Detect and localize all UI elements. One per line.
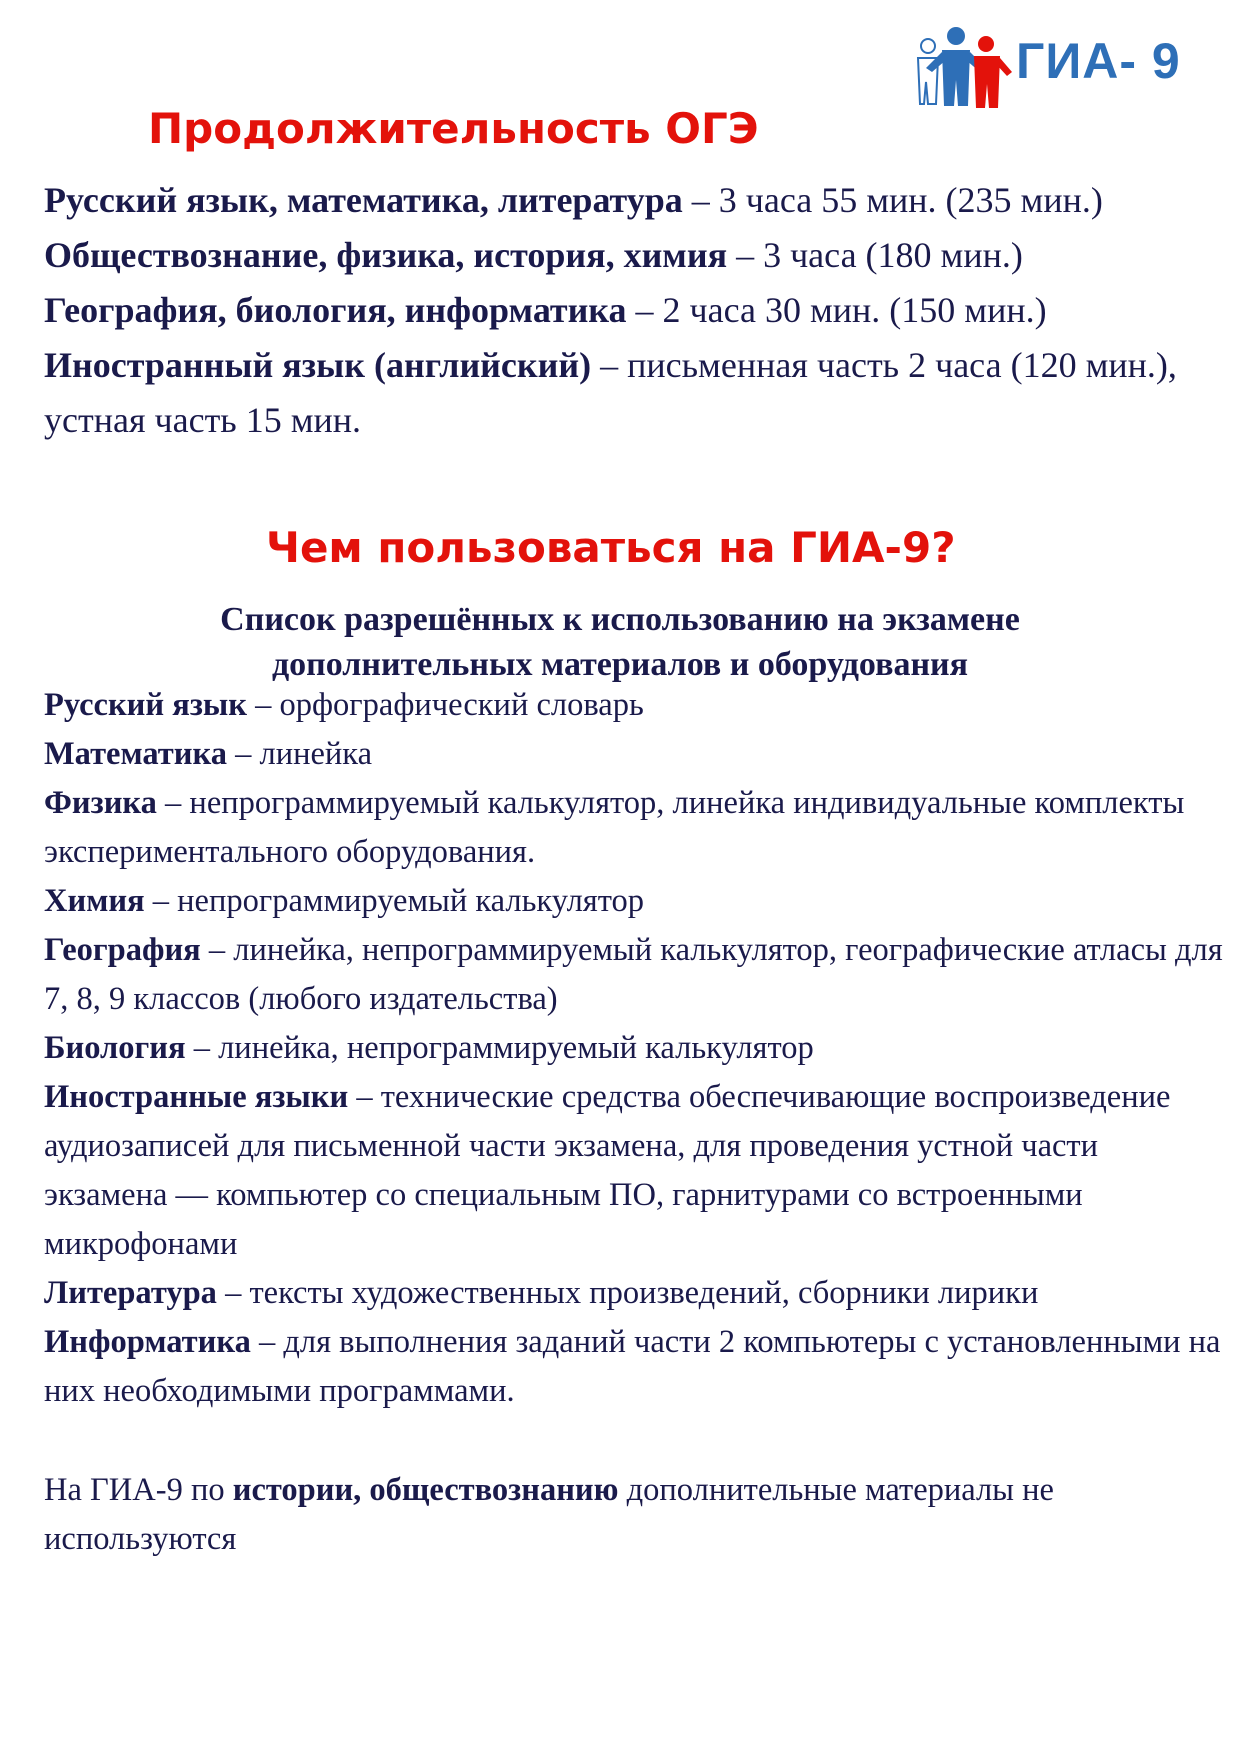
material-item bbox=[44, 1269, 1224, 1318]
material-text: – линейка bbox=[226, 736, 373, 772]
material-subject: Иностранные языки bbox=[44, 1079, 349, 1115]
materials-subtitle bbox=[120, 597, 1120, 687]
material-subject: Математика bbox=[44, 736, 227, 772]
heading-tools: Чем пользоваться на ГИА-9? bbox=[266, 523, 956, 572]
duration-text: – 3 часа (180 мин.) bbox=[727, 235, 1023, 275]
duration-item bbox=[44, 173, 1224, 228]
duration-text: – 2 часа 30 мин. (150 мин.) bbox=[626, 290, 1047, 330]
material-item bbox=[44, 730, 1224, 779]
materials-list bbox=[44, 681, 1224, 1416]
material-text: – для выполнения заданий части 2 компьютеры с установленными на них необходимыми программами. bbox=[44, 1324, 1221, 1409]
logo-text: ГИА- 9 bbox=[1016, 33, 1181, 89]
duration-item bbox=[44, 338, 1224, 448]
material-subject: Биология bbox=[44, 1030, 186, 1066]
gia9-logo bbox=[912, 22, 1192, 114]
duration-list bbox=[44, 173, 1224, 448]
subtitle-line-1: Список разрешённых к использованию на экзамене bbox=[220, 601, 1020, 638]
note-suffix: дополнительные материалы не используются bbox=[44, 1472, 1054, 1557]
note-bold: истории, обществознанию bbox=[232, 1472, 619, 1508]
material-text: – линейка, непрограммируемый калькулятор bbox=[185, 1030, 814, 1066]
duration-text: – 3 часа 55 мин. (235 мин.) bbox=[682, 180, 1103, 220]
material-item bbox=[44, 877, 1224, 926]
material-text: – орфографический словарь bbox=[247, 687, 644, 723]
material-text: – непрограммируемый калькулятор bbox=[144, 883, 645, 919]
duration-subject: Иностранный язык (английский) bbox=[44, 345, 592, 385]
note-prefix: На ГИА-9 по bbox=[44, 1472, 233, 1508]
material-item bbox=[44, 926, 1224, 1024]
material-subject: География bbox=[44, 932, 201, 968]
heading-duration: Продолжительность ОГЭ bbox=[148, 104, 759, 153]
duration-subject: Русский язык, математика, литература bbox=[44, 180, 683, 220]
material-item bbox=[44, 1024, 1224, 1073]
material-text: – линейка, непрограммируемый калькулятор, географические атласы для 7, 8, 9 классов (любого издательства) bbox=[44, 932, 1223, 1017]
material-subject: Русский язык bbox=[44, 687, 247, 723]
material-item bbox=[44, 681, 1224, 730]
note-paragraph bbox=[44, 1466, 1224, 1564]
duration-subject: Обществознание, физика, история, химия bbox=[44, 235, 728, 275]
footer-note bbox=[44, 1466, 1224, 1564]
duration-text: – письменная часть 2 часа (120 мин.), устная часть 15 мин. bbox=[44, 345, 1177, 440]
material-subject: Химия bbox=[44, 883, 145, 919]
material-item bbox=[44, 779, 1224, 877]
material-text: – непрограммируемый калькулятор, линейка индивидуальные комплекты экспериментального оборудования. bbox=[44, 785, 1185, 870]
duration-subject: География, биология, информатика bbox=[44, 290, 627, 330]
subtitle-line-2: дополнительных материалов и оборудования bbox=[271, 646, 969, 683]
material-text: – технические средства обеспечивающие воспроизведение аудиозаписей для письменной части экзамена, для проведения устной части экзамена — компьютер со специальным ПО, гарнитурами со встроенными микрофонами bbox=[44, 1079, 1171, 1262]
material-subject: Информатика bbox=[44, 1324, 251, 1360]
material-item bbox=[44, 1073, 1224, 1269]
duration-item bbox=[44, 228, 1224, 283]
material-item bbox=[44, 1318, 1224, 1416]
material-subject: Литература bbox=[44, 1275, 217, 1311]
material-text: – тексты художественных произведений, сборники лирики bbox=[216, 1275, 1039, 1311]
logo-figures-icon bbox=[912, 22, 1016, 114]
material-subject: Физика bbox=[44, 785, 157, 821]
duration-item bbox=[44, 283, 1224, 338]
